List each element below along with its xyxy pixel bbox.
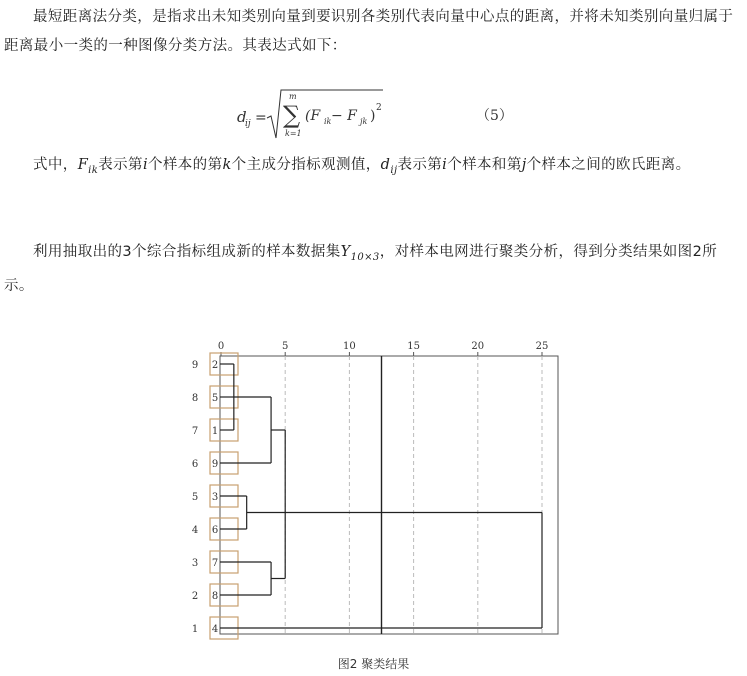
sum-lower: k=1	[285, 129, 302, 138]
formula-body: (F	[305, 108, 321, 124]
formula-f1-sub: ik	[324, 117, 332, 126]
leaf-label: 7	[211, 558, 219, 569]
def-text-g: 个样本之间的欧氏距离。	[526, 157, 691, 173]
def-j: j	[521, 157, 527, 173]
row-label: 4	[191, 525, 199, 536]
def-text-c: 个样本的第	[147, 157, 223, 173]
formula-lhs: d	[237, 108, 247, 126]
def-i: i	[142, 157, 148, 173]
sum-sign: ∑	[283, 101, 301, 129]
x-tick-label-10: 10	[343, 341, 356, 352]
def-text-d: 个主成分指标观测值，	[231, 157, 381, 173]
x-tick-label-0: 0	[217, 341, 225, 352]
x-tick-label-5: 5	[282, 341, 289, 352]
def-text-e: 表示第	[397, 157, 443, 173]
formula-equals: =	[255, 110, 267, 126]
intro-text: 最短距离法分类，是指求出未知类别向量到要识别各类别代表向量中心点的距离，并将未知类别向量归属于距离最小一类的一种图像分类方法。其表达式如下：	[4, 9, 734, 54]
row-label: 1	[191, 624, 199, 635]
analysis-Y: Y	[340, 244, 351, 260]
leaf-label: 1	[211, 426, 219, 437]
formula-lhs-sub: ij	[245, 119, 251, 129]
sum-upper: m	[289, 92, 297, 101]
analysis-paragraph	[4, 238, 739, 301]
def-F-sub: ik	[88, 164, 99, 176]
definition-paragraph	[4, 151, 739, 185]
row-label: 5	[191, 492, 199, 503]
row-label: 6	[191, 459, 199, 470]
leaf-label: 4	[211, 624, 219, 635]
row-label: 2	[191, 591, 199, 602]
leaf-label: 3	[211, 492, 219, 503]
leaf-label: 8	[211, 591, 219, 602]
def-d-sub: ij	[390, 164, 398, 176]
intro-paragraph	[4, 3, 739, 61]
def-k: k	[222, 157, 232, 173]
row-label: 9	[191, 360, 199, 371]
equation-number: （5）	[476, 108, 513, 124]
row-label: 8	[191, 393, 199, 404]
leaf-label: 5	[211, 393, 219, 404]
leaf-label: 9	[211, 459, 219, 470]
formula-exp: 2	[376, 103, 382, 113]
def-text-f: 个样本和第	[447, 157, 522, 173]
dendrogram-chart	[180, 338, 570, 650]
analysis-text-a: 利用抽取出的3个综合指标组成新的样本数据集	[33, 244, 341, 260]
analysis-Y-sub: 10×3	[350, 251, 380, 263]
x-tick-label-25: 25	[535, 341, 549, 352]
formula-minus: − F	[331, 108, 357, 124]
row-label: 7	[191, 426, 199, 437]
row-label: 3	[191, 558, 199, 569]
figure-caption: 图2 聚类结果	[337, 657, 410, 671]
formula-close: )	[370, 108, 376, 124]
def-text-a: 式中，	[33, 157, 78, 173]
def-d: d	[380, 157, 391, 173]
x-tick-label-15: 15	[407, 341, 420, 352]
def-F: F	[77, 157, 89, 173]
def-i2: i	[442, 157, 448, 173]
leaf-label: 2	[211, 360, 219, 371]
leaf-label: 6	[211, 525, 219, 536]
analysis-text-b: ，对样本电网进行聚类分析，得到分类结果如图2所示。	[4, 244, 718, 294]
formula-f2-sub: jk	[360, 117, 368, 126]
x-tick-label-20: 20	[471, 341, 485, 352]
def-text-b: 表示第	[98, 157, 143, 173]
